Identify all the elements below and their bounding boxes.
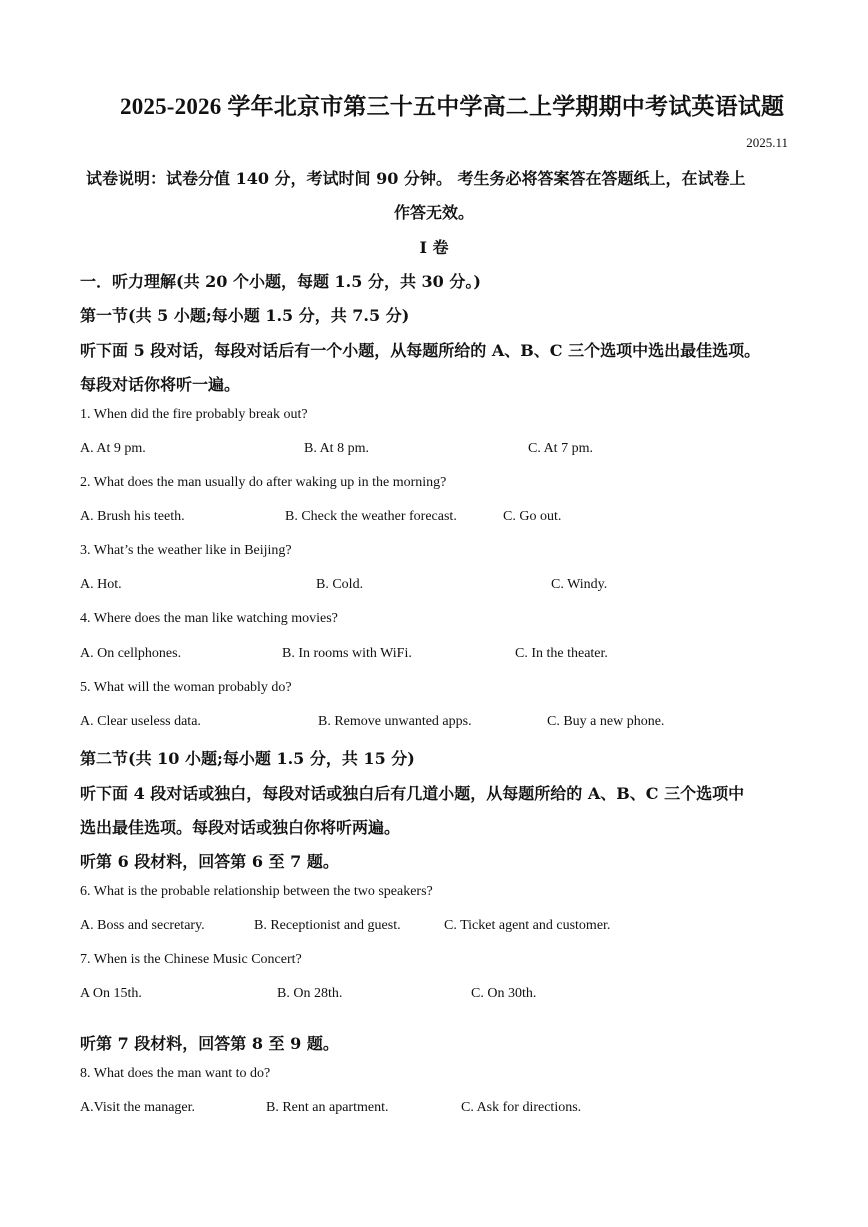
option-c: C. Go out. bbox=[503, 509, 562, 524]
option-b: B. On 28th. bbox=[277, 986, 343, 1001]
option-b: B. Cold. bbox=[316, 577, 364, 592]
option-b: B. Remove unwanted apps. bbox=[318, 714, 472, 729]
material-7-heading: 听第 7 段材料，回答第 8 至 9 题。 bbox=[80, 1034, 339, 1053]
option-c: C. In the theater. bbox=[515, 646, 608, 661]
exam-date: 2025.11 bbox=[746, 135, 788, 150]
option-c: C. Ask for directions. bbox=[461, 1100, 582, 1115]
option-b: B. Receptionist and guest. bbox=[254, 918, 401, 933]
question-stem: 2. What does the man usually do after waking up in the morning? bbox=[80, 475, 447, 490]
option-c: C. Ticket agent and customer. bbox=[444, 918, 611, 933]
option-c: C. On 30th. bbox=[471, 986, 537, 1001]
option-c: C. Buy a new phone. bbox=[547, 714, 665, 729]
option-a: A. Clear useless data. bbox=[80, 714, 201, 729]
section1-directions-1: 听下面 5 段对话，每段对话后有一个小题，从每题所给的 A、B、C 三个选项中选出最佳选项。 bbox=[80, 341, 761, 360]
option-a: A. Hot. bbox=[80, 577, 122, 592]
section2-directions-2: 选出最佳选项。每段对话或独白你将听两遍。 bbox=[80, 818, 401, 837]
option-c: C. At 7 pm. bbox=[528, 441, 593, 456]
option-b: B. Check the weather forecast. bbox=[285, 509, 457, 524]
section2-heading: 第二节(共 10 小题;每小题 1.5 分，共 15 分) bbox=[80, 749, 415, 768]
section1-heading: 第一节(共 5 小题;每小题 1.5 分，共 7.5 分) bbox=[80, 306, 410, 325]
material-6-heading: 听第 6 段材料，回答第 6 至 7 题。 bbox=[80, 852, 339, 871]
option-c: C. Windy. bbox=[551, 577, 608, 592]
instructions-line-1: 试卷说明：试卷分值 140 分，考试时间 90 分钟。 考生务必将答案答在答题纸上，在试卷上 bbox=[86, 169, 746, 188]
option-b: B. In rooms with WiFi. bbox=[282, 646, 412, 661]
question-stem: 7. When is the Chinese Music Concert? bbox=[80, 952, 302, 967]
instructions-line-2: 作答无效。 bbox=[393, 203, 474, 222]
question-stem: 5. What will the woman probably do? bbox=[80, 680, 292, 695]
question-stem: 1. When did the fire probably break out? bbox=[80, 407, 308, 422]
option-b: B. At 8 pm. bbox=[304, 441, 369, 456]
question-stem: 3. What’s the weather like in Beijing? bbox=[80, 543, 292, 558]
question-stem: 6. What is the probable relationship between the two speakers? bbox=[80, 884, 433, 899]
option-a: A. At 9 pm. bbox=[80, 441, 146, 456]
option-a: A On 15th. bbox=[80, 986, 142, 1001]
option-b: B. Rent an apartment. bbox=[266, 1100, 389, 1115]
section1-directions-2: 每段对话你将听一遍。 bbox=[80, 375, 241, 394]
section2-directions-1: 听下面 4 段对话或独白，每段对话或独白后有几道小题，从每题所给的 A、B、C 三个选项中 bbox=[80, 784, 745, 803]
option-a: A. Boss and secretary. bbox=[80, 918, 205, 933]
part1-heading: 一．听力理解(共 20 个小题，每题 1.5 分，共 30 分。) bbox=[80, 272, 481, 291]
option-a: A. On cellphones. bbox=[80, 646, 182, 661]
exam-title: 2025-2026 学年北京市第三十五中学高二上学期期中考试英语试题 bbox=[120, 94, 785, 119]
volume-label: I 卷 bbox=[419, 238, 449, 257]
question-stem: 4. Where does the man like watching movies? bbox=[80, 611, 338, 626]
option-a: A. Brush his teeth. bbox=[80, 509, 185, 524]
question-stem: 8. What does the man want to do? bbox=[80, 1066, 271, 1081]
option-a: A.Visit the manager. bbox=[80, 1100, 196, 1115]
